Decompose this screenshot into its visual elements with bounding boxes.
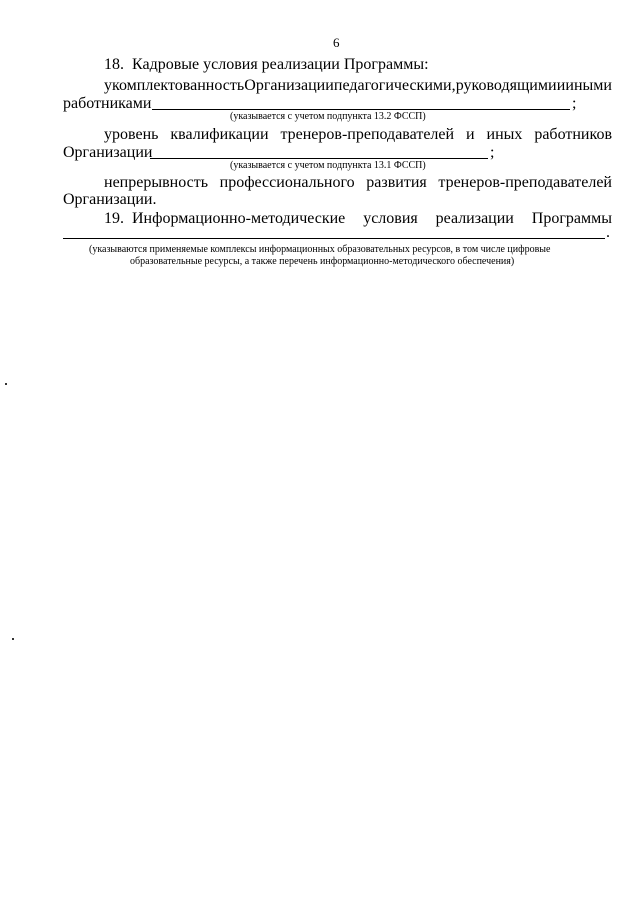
- staffing-fill-line: [152, 109, 570, 110]
- staffing-line: [104, 77, 612, 95]
- staffing-word: иными: [565, 77, 612, 94]
- staffing-note: (указывается с учетом подпункта 13.2 ФССП): [230, 111, 426, 122]
- scan-speck: [12, 638, 14, 640]
- development-word: тренеров-преподавателей: [438, 174, 612, 191]
- staffing-word: и: [556, 77, 566, 94]
- info-note-line-2: образовательные ресурсы, а также перечень информационно-методического обеспечения): [130, 256, 515, 267]
- qualification-label: Организации: [63, 144, 153, 161]
- qualification-word: уровень: [104, 126, 159, 143]
- page-number: 6: [333, 35, 340, 50]
- development-word: непрерывность: [104, 174, 208, 191]
- qualification-word: и: [466, 126, 475, 143]
- development-word: развития: [366, 174, 427, 191]
- section-19-word: Программы: [531, 210, 612, 227]
- qualification-note: (указывается с учетом подпункта 13.1 ФССП): [230, 160, 426, 171]
- staffing-word: Организации: [244, 77, 334, 94]
- info-line-end: .: [606, 224, 610, 241]
- section-18-title: 18. Кадровые условия реализации Программы:: [104, 56, 429, 73]
- info-fill-line: [63, 238, 605, 239]
- staffing-word: педагогическими,: [333, 77, 456, 94]
- qualification-word: работников: [534, 126, 612, 143]
- staffing-word: руководящими: [455, 77, 557, 94]
- development-line-2: Организации.: [63, 191, 157, 208]
- section-19-word: реализации: [435, 210, 514, 227]
- qualification-word: иных: [486, 126, 523, 143]
- info-note-line-1: (указываются применяемые комплексы информационных образовательных ресурсов, в том числе цифровые: [89, 244, 551, 255]
- staffing-end: ;: [572, 95, 577, 112]
- qualification-line: [104, 126, 612, 144]
- development-line: [104, 174, 612, 192]
- section-19-word: условия: [363, 210, 418, 227]
- staffing-label: работниками: [63, 95, 152, 112]
- qualification-fill-line: [150, 158, 488, 159]
- qualification-end: ;: [490, 144, 495, 161]
- qualification-word: тренеров-преподавателей: [280, 126, 455, 143]
- section-19-title: [104, 210, 612, 228]
- scan-speck: [5, 383, 7, 385]
- section-19-word: 19. Информационно-методические: [104, 210, 346, 227]
- development-word: профессионального: [219, 174, 355, 191]
- qualification-word: квалификации: [170, 126, 269, 143]
- staffing-word: укомплектованность: [104, 77, 245, 94]
